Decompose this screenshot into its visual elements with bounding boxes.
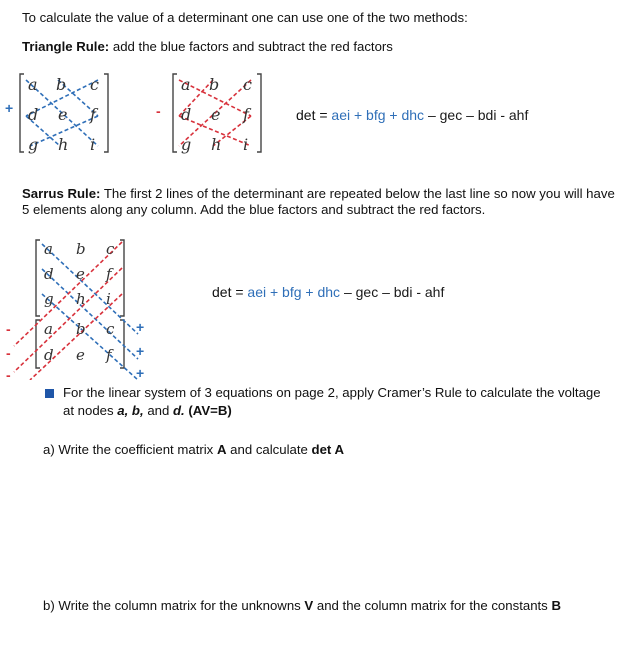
sarrus-plus-3: + xyxy=(136,365,145,380)
task-node-d: d. xyxy=(173,403,185,418)
triangle-det-label: det = xyxy=(296,107,332,123)
part-b-prefix: b) Write the column matrix for the unknowns xyxy=(43,598,305,613)
sar-r1-b: b xyxy=(76,240,86,258)
sarrus-diagram xyxy=(0,234,150,380)
triangle-blue-diagram xyxy=(14,68,114,160)
task-equation: (AV=B) xyxy=(184,403,232,418)
part-b-matrix-B: B xyxy=(551,598,561,613)
task-text xyxy=(63,384,608,420)
tri2-e: e xyxy=(211,105,221,124)
sarrus-minus-1: - xyxy=(6,321,11,337)
sarrus-minus-2: - xyxy=(6,345,11,361)
tri2-i: i xyxy=(243,135,249,154)
intro-text: To calculate the value of a determinant one can use one of the two methods: xyxy=(22,10,468,25)
part-b-question xyxy=(43,598,561,613)
part-a-question xyxy=(43,442,344,457)
sar-r5-d: d xyxy=(44,346,54,364)
sarrus-rule-title: Sarrus Rule: xyxy=(22,186,101,201)
sar-r4-c: c xyxy=(106,320,115,338)
tri-b: b xyxy=(56,75,67,94)
sar-r1-c: c xyxy=(106,240,115,258)
triangle-rule-text: add the blue factors and subtract the red factors xyxy=(109,39,393,54)
sar-r4-a: a xyxy=(44,320,53,338)
tri-h: h xyxy=(58,135,69,154)
tri-i: i xyxy=(90,135,96,154)
tri2-a: a xyxy=(181,75,191,94)
triangle-det-positive: aei + bfg + dhc xyxy=(331,107,425,123)
task-and: and xyxy=(143,403,173,418)
part-b-middle: and the column matrix for the constants xyxy=(313,598,552,613)
part-b-matrix-V: V xyxy=(304,598,314,613)
sar-r4-b: b xyxy=(76,320,86,338)
triangle-det-formula xyxy=(296,107,528,123)
tri2-h: h xyxy=(211,135,222,154)
tri-d: d xyxy=(28,105,39,124)
task-bullet-icon xyxy=(45,389,54,398)
sarrus-rule-text: The first 2 lines of the determinant are repeated below the last line so now you will have 5 elements along any column. Add the blue factors and subtract the red factors. xyxy=(22,186,615,217)
task-nodes: a, b, xyxy=(117,403,144,418)
sarrus-det-formula xyxy=(212,284,444,300)
sar-r3-i: i xyxy=(106,290,111,308)
tri-e: e xyxy=(58,105,68,124)
tri-g: g xyxy=(28,135,39,154)
tri2-c: c xyxy=(243,75,252,94)
sar-r5-e: e xyxy=(76,346,85,364)
triangle-rule-title: Triangle Rule: xyxy=(22,39,110,54)
sar-r2-e: e xyxy=(76,265,85,283)
tri-f: f xyxy=(90,105,96,124)
triangle-red-diagram xyxy=(167,68,267,160)
sarrus-det-positive: aei + bfg + dhc xyxy=(247,284,341,300)
sarrus-det-label: det = xyxy=(212,284,248,300)
tri2-f: f xyxy=(243,105,249,124)
sar-r2-f: f xyxy=(106,265,112,283)
tri2-g: g xyxy=(181,135,192,154)
sar-r5-f: f xyxy=(106,346,112,364)
part-a-detA: det A xyxy=(311,442,345,457)
part-a-middle: and calculate xyxy=(226,442,312,457)
sar-r1-a: a xyxy=(44,240,53,258)
triangle-det-negative: – gec – bdi - ahf xyxy=(424,107,529,123)
tri2-b: b xyxy=(209,75,220,94)
sarrus-rule-paragraph xyxy=(22,186,617,218)
triangle-minus-sign: - xyxy=(156,103,161,119)
sarrus-plus-2: + xyxy=(136,343,145,359)
sarrus-minus-3: - xyxy=(6,367,11,380)
sar-r3-g: g xyxy=(44,290,54,308)
part-a-prefix: a) Write the coefficient matrix xyxy=(43,442,217,457)
tri2-d: d xyxy=(181,105,192,124)
task-text-start: For the linear system of 3 equations on page 2, apply Cramer’s Rule to calculate the voltage at nodes xyxy=(63,385,601,418)
part-a-matrix-A: A xyxy=(216,442,227,457)
sarrus-plus-1: + xyxy=(136,319,145,335)
tri-a: a xyxy=(28,75,38,94)
triangle-plus-sign: + xyxy=(5,100,14,116)
triangle-rule-heading xyxy=(22,39,393,54)
tri-c: c xyxy=(90,75,99,94)
sarrus-det-negative: – gec – bdi - ahf xyxy=(340,284,445,300)
sar-r3-h: h xyxy=(76,290,86,308)
sar-r2-d: d xyxy=(44,265,54,283)
